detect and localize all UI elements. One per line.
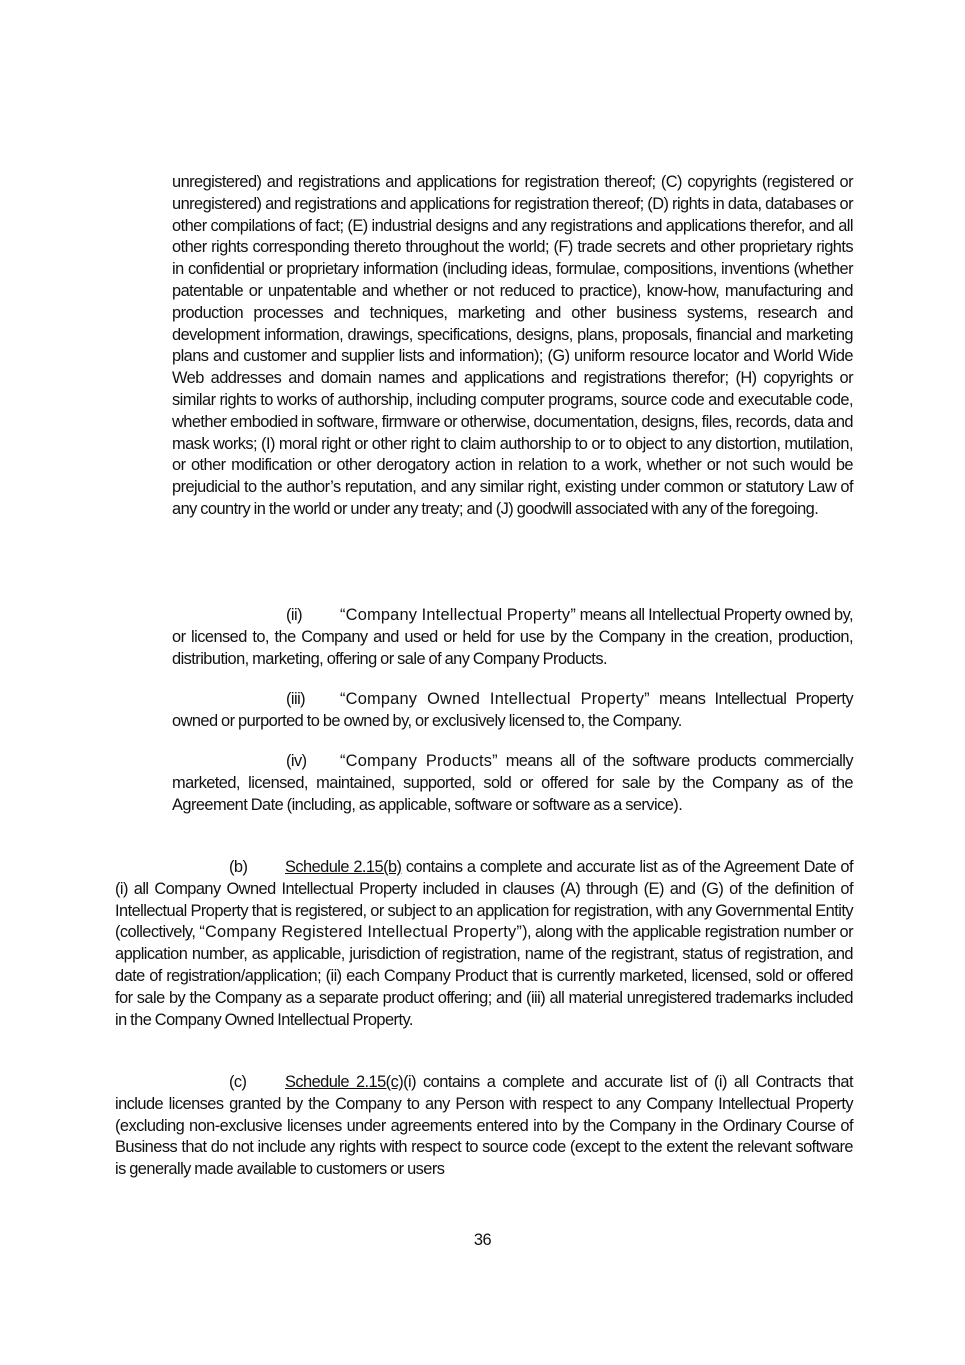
defined-term: “Company Registered Intellectual Property”	[199, 923, 523, 942]
paragraph-text: unregistered) and registrations and applications for registration thereof; (C) copyrights (registered or unregistered) and registrations and applications for registration thereof; (D) rights in data, databases or other compilations of fact; (E) industrial designs and any registrations and applications therefor, and all other rights corresponding thereto throughout the world; (F) trade secrets and other proprietary rights in confidential or proprietary information (including ideas, formulae, compositions, inventions (whether patentable or unpatentable and whether or not reduced to practice), know-how, manufacturing and production processes and techniques, marketing and other business systems, research and development information, drawings, specifications, designs, plans, proposals, financial and marketing plans and customer and supplier lists and information); (G) uniform resource locator and World Wide Web addresses and domain names and applications and registrations therefor; (H) copyrights or similar rights to works of authorship, including computer programs, source code and executable code, whether embodied in software, firmware or otherwise, documentation, designs, files, records, data and mask works; (I) moral right or other right to claim authorship to or to object to any distortion, mutilation, or other modification or other derogatory action in relation to a work, whether or not such would be prejudicial to the author’s reputation, and any similar right, existing under common or statutory Law of any country in the world or under any treaty; and (J) goodwill associated with any of the foregoing.	[172, 173, 853, 518]
clause-number: (c)	[229, 1073, 247, 1091]
paragraph-company-products-definition	[172, 751, 853, 816]
clause-number: (iv)	[286, 752, 307, 770]
page-number: 36	[473, 1231, 492, 1249]
defined-term: “Company Intellectual Property”	[340, 606, 576, 624]
paragraph-schedule-c	[115, 1072, 853, 1181]
paragraph-ip-definition-continued	[172, 172, 853, 521]
defined-term: “Company Products”	[340, 752, 498, 770]
schedule-reference: Schedule 2.15(c)	[285, 1073, 404, 1091]
clause-number: (b)	[229, 858, 248, 876]
paragraph-text: means all Intellectual Property owned by, or licensed to, the Company and used or held for use by the Company in the creation, production, distribution, marketing, offering or sale of any Company Products.	[172, 606, 853, 668]
paragraph-company-owned-ip-definition	[172, 689, 853, 733]
paragraph-text: (i) contains a complete and accurate list of (i) all Contracts that include licenses granted by the Company to any Person with respect to any Company Intellectual Property (excluding non-exclusive licenses under agreements entered into by the Company in the Ordinary Course of Business that do not include any rights with respect to source code (except to the extent the relevant software is generally made available to customers or users	[115, 1073, 853, 1179]
schedule-reference: Schedule 2.15(b)	[285, 858, 402, 876]
paragraph-company-ip-definition	[172, 605, 853, 670]
paragraph-text: ), along with the applicable registration number or application number, as applicable, jurisdiction of registration, name of the registrant, status of registration, and date of registration/application; (ii) each Company Product that is currently marketed, licensed, sold or offered for sale by the Company as a separate product offering; and (iii) all material unregistered trademarks included in the Company Owned Intellectual Property.	[115, 923, 853, 1029]
paragraph-text: means all of the software products commercially marketed, licensed, maintained, supported, sold or offered for sale by the Company as of the Agreement Date (including, as applicable, software or software as a service).	[172, 752, 853, 814]
clause-number: (iii)	[286, 690, 306, 708]
clause-number: (ii)	[286, 606, 302, 624]
defined-term: “Company Owned Intellectual Property”	[340, 690, 650, 708]
paragraph-schedule-b	[115, 857, 853, 1031]
paragraph-text: contains a complete and accurate list as of the Agreement Date of (i) all Company Owned Intellectual Property included in clauses (A) through (E) and (G) of the definition of Intellectual Property that is registered, or subject to an application for registration, with any Governmental Entity (collectively,	[115, 858, 853, 942]
paragraph-text: means Intellectual Property owned or purported to be owned by, or exclusively licensed to, the Company.	[172, 690, 853, 730]
